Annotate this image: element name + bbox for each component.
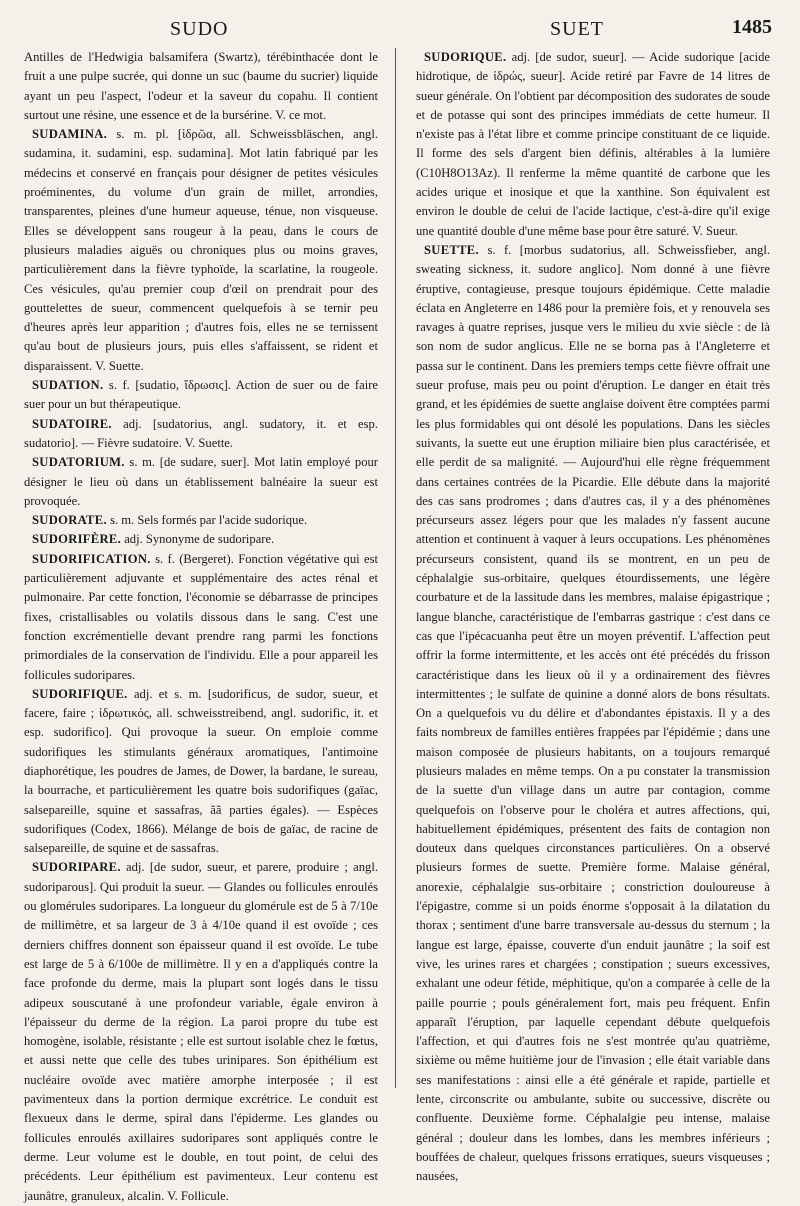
entry-body: s. f. [sudatio, ἵδρωσις]. Action de suer ou de faire suer pour un but thérapeutique. [24, 378, 378, 412]
dictionary-entry [24, 550, 378, 685]
entry-headword: SUDORIFÈRE. [32, 532, 122, 547]
dictionary-entry [24, 48, 378, 125]
entry-body: s. f. (Bergeret). Fonction végétative qui est particulièrement adjuvante et supplémentaire des actes rénal et pulmonaire. Par cette fonction, l'économie se débarrasse de principes fixes, cristallisables ou volatils dissous dans le sang. C'est une fonction excrémentielle devant prendre rang parmi les fonctions primordiales de la conservation de l'individu. Elle a pour appareil les follicules sudoripares. [24, 551, 378, 682]
entry-body: adj. et s. m. [sudorificus, de sudor, sueur, et facere, faire ; ἱδρωτικός, all. schweisstreibend, angl. sudorific, it. et esp. sudorifico]. Qui provoque la sueur. On emploie comme sudorifiques les stimulants généraux aromatiques, l'antimoine diaphorétique, les poudres de James, de Dower, la bardane, le sureau, la bourrache, et particulièrement les quatre bois sudorifiques (gaïac, salsepareille, squine et sassafras, ãã parties égales). — Espèces sudorifiques (Codex, 1866). Mélange de bois de gaïac, de racine de salsepareille, de squine et de sassafras. [24, 686, 378, 856]
entry-body: Antilles de l'Hedwigia balsamifera (Swartz), térébinthacée dont le fruit a une pulpe sucrée, qui donne un suc (baume du sucrier) liquide ayant un peu l'aspect, l'odeur et la saveur du copahu. Il contient surtout une résine, une essence et de la bursérine. V. ce mot. [24, 50, 378, 122]
left-column [24, 48, 378, 1203]
column-divider [395, 48, 396, 1088]
entry-headword: SUDATORIUM. [32, 455, 125, 470]
dictionary-entry [24, 125, 378, 376]
entry-headword: SUDORIFICATION. [32, 551, 151, 566]
dictionary-entry [24, 858, 378, 1205]
running-head-left: SUDO [170, 18, 229, 40]
page-header [20, 10, 780, 44]
entry-headword: SUDORIFIQUE. [32, 686, 128, 701]
page-number: 1485 [732, 16, 772, 38]
dictionary-entry [24, 376, 378, 415]
entry-body: s. m. [de sudare, suer]. Mot latin employé pour désigner le lieu où dans un établissement balnéaire la sueur est provoquée. [24, 455, 378, 508]
entry-headword: SUETTE. [424, 242, 479, 257]
entry-headword: SUDORATE. [32, 513, 107, 528]
entry-headword: SUDATOIRE. [32, 416, 112, 431]
entry-body: s. m. Sels formés par l'acide sudorique. [110, 513, 308, 528]
entry-headword: SUDORIQUE. [424, 50, 507, 64]
entry-body: s. f. [morbus sudatorius, all. Schweissfieber, angl. sweating sickness, it. sudore anglico]. Nom donné à une fièvre éruptive, contagieuse, presque toujours épidémique. Cette maladie éclata en Angleterre en 1486 pour la première fois, et y renouvela ses ravages à quatre reprises, jusque vers le milieu du xvie siècle : de là son nom de sudor anglicus. Elle ne se borna pas à l'Angleterre et passa sur le continent. Dans les premiers temps cette fièvre offrait une sueur profuse, mais peu ou point d'éruption. Le danger en était très grand, et les épidémies de suette anglaise doivent être comptées parmi les plus formidables qui ont désolé les populations. Dans les siècles suivants, la suette eut une éruption miliaire bien plus caractérisée, et elle perdit de sa malignité. — Aujourd'hui elle règne fréquemment dans certaines contrées de la Picardie. Elle débute dans la majorité des cas sans prodromes ; dans d'autres cas, il y a des phénomènes précurseurs assez légers pour que les malades n'y fassent aucune attention et continuent à vaquer à leurs occupations. Les phénomènes précurseurs consistent, quand ils se montrent, en un peu de céphalalgie sus-orbitaire, quelques étourdissements, une légère courbature et de la lassitude dans les membres, malaise épigastrique ; langue blanche, caractéristique de l'embarras gastrique : c'est dans ce cas que l'ipécacuanha peut être un moyen préventif. L'affection peut offrir la forme intermittente, et les accès ont été précédés du frisson caractéristique dans les lieux où il y a ordinairement des fièvres intermittentes ; le sulfate de quinine a donné alors de bons résultats. On a quelquefois vu du délire et d'abondantes épistaxis. Il y a des faits nombreux de familles entières frappées par l'épidémie ; dans une maison composée de plusieurs habitants, on a toujours remarqué plusieurs malades en même temps. On a pu constater la transmission de la suette d'un village dans un autre par contagion, comme quelquefois on l'observe pour le choléra et autres affections, qui, habituellement épidémiques, présentent des faits de contagion non douteux dans quelques circonstances particulières. On a observé plusieurs formes de suette. Première forme. Malaise général, anorexie, céphalalgie sus-orbitaire ; constriction douloureuse à l'épigastre, comme si un poids énorme s'opposait à la dilatation du thorax ; sentiment d'une barre transversale au-dessus du sternum ; la langue est large, épaisse, couverte d'un enduit jaunâtre ; la soif est vive, les urines rares et chargées ; constipation ; sueurs excessives, exhalant une odeur fétide, méphitique, qu'on a comparée à celle de la paille pourrie ; pouls généralement fort, mais peu fréquent. Enfin apparaît l'éruption, par laquelle cependant débute quelquefois l'affection, et qui d'autres fois ne s'est montrée qu'au quatrième, sixième ou même huitième jour de l'invasion ; elle était variable dans ses manifestations : ainsi elle a été générale et rapide, partielle et lente, circonscrite ou ambulante, subite ou successive, discrète ou confluente. Deuxième forme. Céphalalgie peu intense, malaise général ; douleur dans les lombes, dans les membres inférieurs ; bouffées de chaleur, quelques frissons erratiques, sueurs visqueuses ; nausées, [416, 242, 770, 1184]
dictionary-entry [416, 48, 770, 241]
entry-body: adj. [sudatorius, angl. sudatory, it. et esp. sudatorio]. — Fièvre sudatoire. V. Suette. [24, 416, 378, 450]
dictionary-entry [24, 511, 378, 530]
dictionary-entry [24, 685, 378, 859]
dictionary-entry [24, 415, 378, 454]
entry-headword: SUDATION. [32, 378, 104, 393]
entry-body: adj. Synonyme de sudoripare. [124, 532, 275, 547]
entry-headword: SUDORIPARE. [32, 860, 121, 875]
dictionary-entry [24, 453, 378, 511]
running-head-right: SUET [550, 18, 604, 40]
entry-body: s. m. pl. [ἱδρῶα, all. Schweissbläschen, angl. sudamina, it. sudamini, esp. sudamina]. Mot latin fabriqué par les médecins et conservé en français pour désigner de petites vésicules proéminentes, du volume d'un grain de millet, arrondies, transparentes, pleines d'une humeur aqueuse, ténue, non visqueuse. Elles se développent sans rougeur à la peau, dans le cours de plusieurs maladies aiguës ou chroniques plus ou moins graves, particulièrement dans la fièvre typhoïde, la scarlatine, la rougeole. Ces vésicules, qu'au premier coup d'œil on prendrait pour des gouttelettes de sueur, commencent quelquefois à se ternir peu d'heures après leur apparition ; d'autres fois, elles ne se ternissent qu'au bout de plusieurs jours, puis elles s'affaissent, se rident et disparaissent. V. Suette. [24, 127, 378, 373]
entry-headword: SUDAMINA. [32, 127, 108, 142]
right-column [416, 48, 770, 1184]
dictionary-entry [24, 530, 378, 549]
dictionary-entry [416, 241, 770, 1187]
entry-body: adj. [de sudor, sueur, et parere, produire ; angl. sudoriparous]. Qui produit la sueur. — Glandes ou follicules enroulés ou glomérules sudoripares. La longueur du glomérule est de 5 à 7/10e de millimètre, et sa largeur de 3 à 4/10e quand il est ovoïde ; ces derniers chiffres donnent son épaisseur quand il est ovoïde. Le tube est large de 5 à 6/100e de millimètre. Il y en a d'appliqués contre la face profonde du derme, mais la plupart sont logés dans le tissu adipeux souscutané à une profondeur variable, égale environ à l'épaisseur du derme de la région. La paroi propre du tube est homogène, isolable, résistante ; elle est surtout isolable chez le fœtus, et aussi nette que celle des tubes urinipares. Son épithélium est nucléaire ovoïde avec matière amorphe interposée ; il est pavimenteux dans la portion dermique excrétrice. Le conduit est flexueux dans le derme, spiral dans l'épiderme. Les glandes ou follicules enroulés axillaires sudoripares sont appliqués contre le derme. Leur volume est le double, en tout point, de celui des précédents. Leur épithélium est pavimenteux. Leur contenu est jaunâtre, granuleux, alcalin. V. Follicule. [24, 860, 378, 1203]
entry-body: adj. [de sudor, sueur]. — Acide sudorique [acide hidrotique, de ἱδρώς, sueur]. Acide retiré par Favre de 14 litres de sueur générale. On l'obtient par décomposition des sudorates de soude et de potasse qui sont des principes immédiats de cette humeur. Il n'existe pas à l'état libre et comme principe constituant de ce liquide. Il forme des sels d'argent bien définis, altérables à la lumière (C10H8O13Az). Il renferme la même quantité de carbone que les acides urique et inosique et que la xanthine. Son équivalent est environ le double de celui de l'acide lactique, c'est-à-dire qu'il exige une quantité double d'une même base pour être saturé. V. Sueur. [416, 50, 770, 238]
